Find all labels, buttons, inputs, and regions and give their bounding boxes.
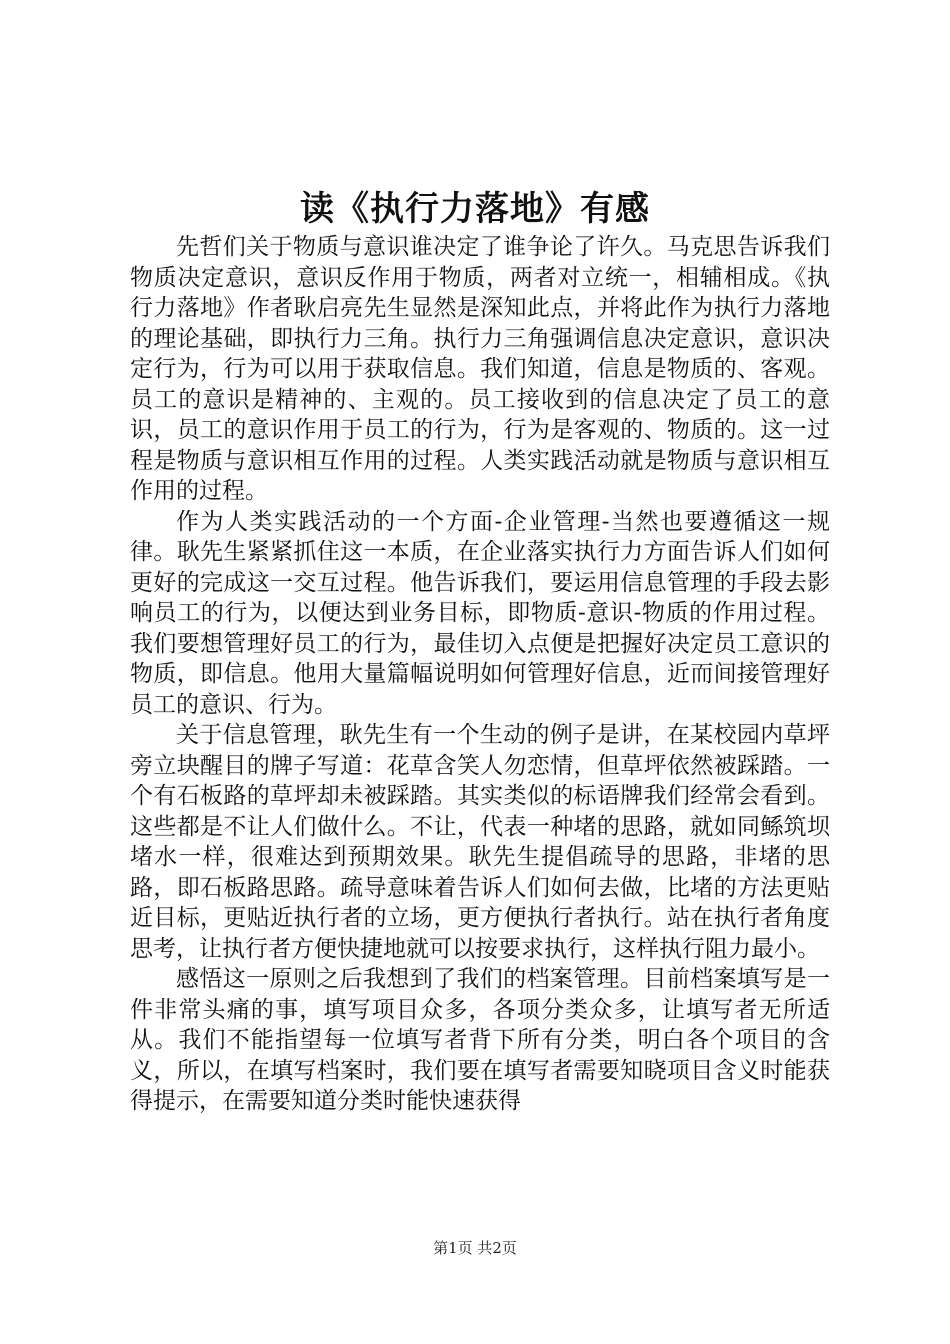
paragraph: 感悟这一原则之后我想到了我们的档案管理。目前档案填写是一件非常头痛的事，填写项目众多，各项分类众多，让填写者无所适从。我们不能指望每一位填写者背下所有分类，明白各个项目的含义，所以，在填写档案时，我们要在填写者需要知晓项目含义时能获得提示，在需要知道分类时能快速获得: [130, 966, 830, 1114]
document-body: [130, 232, 830, 1117]
paragraph: 作为人类实践活动的一个方面-企业管理-当然也要遵循这一规律。耿先生紧紧抓住这一本质，在企业落实执行力方面告诉人们如何更好的完成这一交互过程。他告诉我们，要运用信息管理的手段去影响员工的行为，以便达到业务目标，即物质-意识-物质的作用过程。我们要想管理好员工的行为，最佳切入点便是把握好决定员工意识的物质，即信息。他用大量篇幅说明如何管理好信息，近而间接管理好员工的意识、行为。: [130, 508, 830, 718]
paragraph: 先哲们关于物质与意识谁决定了谁争论了许久。马克思告诉我们物质决定意识，意识反作用于物质，两者对立统一，相辅相成。《执行力落地》作者耿启亮先生显然是深知此点，并将此作为执行力落地的理论基础，即执行力三角。执行力三角强调信息决定意识，意识决定行为，行为可以用于获取信息。我们知道，信息是物质的、客观。员工的意识是精神的、主观的。员工接收到的信息决定了员工的意识，员工的意识作用于员工的行为，行为是客观的、物质的。这一过程是物质与意识相互作用的过程。人类实践活动就是物质与意识相互作用的过程。: [130, 234, 830, 504]
paragraph: 关于信息管理，耿先生有一个生动的例子是讲，在某校园内草坪旁立块醒目的牌子写道：花草含笑人勿恋情，但草坪依然被踩踏。一个有石板路的草坪却未被踩踏。其实类似的标语牌我们经常会看到。这些都是不让人们做什么。不让，代表一种堵的思路，就如同鲧筑坝堵水一样，很难达到预期效果。耿先生提倡疏导的思路，非堵的思路，即石板路思路。疏导意味着告诉人们如何去做，比堵的方法更贴近目标，更贴近执行者的立场，更方便执行者执行。站在执行者角度思考，让执行者方便快捷地就可以按要求执行，这样执行阻力最小。: [130, 722, 830, 962]
page-footer: 第1页 共2页: [433, 1239, 517, 1257]
document-title: 读《执行力落地》有感: [300, 189, 650, 229]
